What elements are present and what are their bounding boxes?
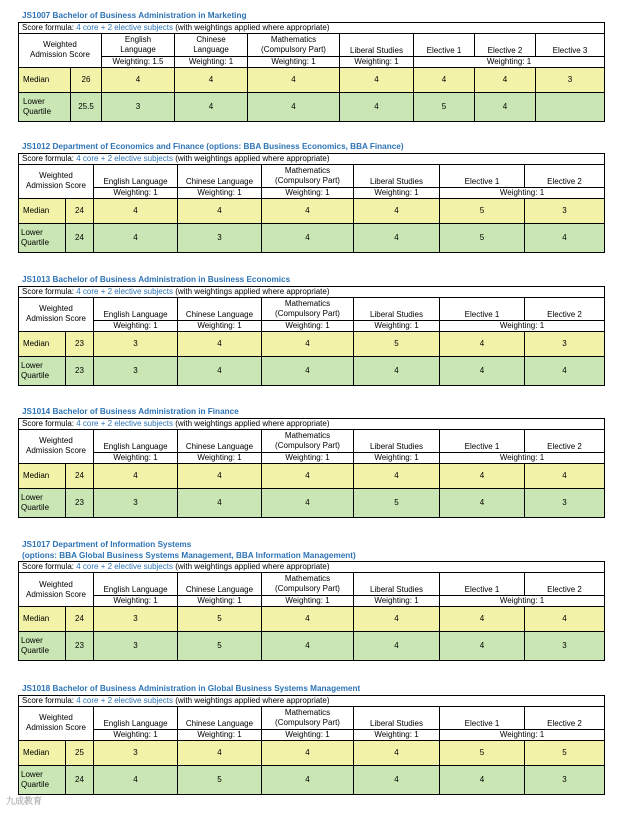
lower-score: 23: [66, 632, 94, 661]
lower-chinese: 5: [178, 765, 262, 794]
median-math: 4: [262, 740, 354, 765]
liberal-weighting: Weighting: 1: [354, 320, 440, 331]
watermark: 九成教育: [6, 796, 43, 806]
elective1-header: Elective 1: [414, 33, 475, 56]
chinese-header: Chinese Language: [175, 33, 248, 56]
median-chinese: 4: [178, 463, 262, 488]
elective-weighting: Weighting: 1: [440, 729, 605, 740]
score-table: [18, 418, 605, 518]
median-label: Median: [19, 67, 71, 92]
median-row: [19, 463, 605, 488]
english-header: English Language: [94, 297, 178, 320]
elective1-header: Elective 1: [440, 429, 525, 452]
weighting-row: [19, 320, 605, 331]
median-english: 4: [94, 463, 178, 488]
lower-english: 4: [94, 223, 178, 252]
elective3-header: Elective 3: [536, 33, 605, 56]
lower-score: 24: [66, 765, 94, 794]
english-weighting: Weighting: 1.5: [102, 56, 175, 67]
median-math: 4: [248, 67, 340, 92]
lower-quartile-row: [19, 632, 605, 661]
lower-elective3: [536, 92, 605, 121]
lower-elective2: 3: [525, 488, 605, 517]
weighted-admission-score-header: Weighted Admission Score: [19, 706, 94, 740]
elective1-header: Elective 1: [440, 706, 525, 729]
chinese-header: Chinese Language: [178, 573, 262, 596]
header-row: [19, 573, 605, 596]
english-header: English Language: [94, 573, 178, 596]
english-weighting: Weighting: 1: [94, 596, 178, 607]
median-score: 24: [66, 198, 94, 223]
median-score: 26: [71, 67, 102, 92]
lower-elective2: 3: [525, 765, 605, 794]
lower-math: 4: [248, 92, 340, 121]
chinese-header: Chinese Language: [178, 429, 262, 452]
program-title: JS1017 Department of Information Systems: [22, 540, 192, 549]
lower-quartile-row: [19, 488, 605, 517]
program-js1014: [0, 407, 620, 518]
weighting-row: [19, 452, 605, 463]
math-header: Mathematics (Compulsory Part): [262, 573, 354, 596]
score-table: [18, 153, 605, 253]
lower-chinese: 4: [178, 356, 262, 385]
math-weighting: Weighting: 1: [262, 729, 354, 740]
chinese-weighting: Weighting: 1: [178, 452, 262, 463]
lower-math: 4: [262, 356, 354, 385]
median-english: 3: [94, 740, 178, 765]
math-weighting: Weighting: 1: [262, 452, 354, 463]
lower-english: 3: [94, 488, 178, 517]
median-elective1: 4: [414, 67, 475, 92]
median-liberal: 5: [354, 331, 440, 356]
header-row: [19, 429, 605, 452]
lower-english: 3: [102, 92, 175, 121]
math-weighting: Weighting: 1: [262, 187, 354, 198]
elective2-header: Elective 2: [525, 706, 605, 729]
score-formula: Score formula: 4 core + 2 elective subjects (with weightings applied where appropriate): [19, 695, 605, 706]
math-header: Mathematics (Compulsory Part): [248, 33, 340, 56]
lower-elective1: 4: [440, 765, 525, 794]
median-row: [19, 331, 605, 356]
median-label: Median: [19, 463, 66, 488]
median-elective2: 3: [525, 331, 605, 356]
median-label: Median: [19, 607, 66, 632]
lower-quartile-label: Lower Quartile: [19, 223, 66, 252]
lower-chinese: 5: [178, 632, 262, 661]
lower-chinese: 3: [178, 223, 262, 252]
median-score: 25: [66, 740, 94, 765]
lower-quartile-row: [19, 92, 605, 121]
median-liberal: 4: [354, 607, 440, 632]
median-english: 3: [94, 607, 178, 632]
chinese-weighting: Weighting: 1: [178, 320, 262, 331]
median-math: 4: [262, 198, 354, 223]
score-table: [18, 22, 605, 122]
liberal-weighting: Weighting: 1: [340, 56, 414, 67]
program-title: JS1014 Bachelor of Business Administration in Finance: [22, 407, 239, 416]
lower-elective1: 4: [440, 488, 525, 517]
math-header: Mathematics (Compulsory Part): [262, 297, 354, 320]
english-weighting: Weighting: 1: [94, 452, 178, 463]
median-row: [19, 198, 605, 223]
lower-liberal: 4: [354, 632, 440, 661]
weighting-row: [19, 729, 605, 740]
lower-math: 4: [262, 632, 354, 661]
chinese-header: Chinese Language: [178, 706, 262, 729]
lower-liberal: 4: [354, 223, 440, 252]
header-row: [19, 164, 605, 187]
score-table: [18, 286, 605, 386]
lower-quartile-row: [19, 356, 605, 385]
liberal-header: Liberal Studies: [354, 164, 440, 187]
median-elective2: 5: [525, 740, 605, 765]
lower-quartile-label: Lower Quartile: [19, 356, 66, 385]
english-weighting: Weighting: 1: [94, 320, 178, 331]
lower-elective1: 5: [440, 223, 525, 252]
english-weighting: Weighting: 1: [94, 729, 178, 740]
lower-math: 4: [262, 765, 354, 794]
english-header: English Language: [94, 164, 178, 187]
median-score: 24: [66, 463, 94, 488]
median-elective2: 3: [525, 198, 605, 223]
median-elective2: 4: [525, 463, 605, 488]
score-formula: Score formula: 4 core + 2 elective subjects (with weightings applied where appropriate): [19, 22, 605, 33]
program-title: JS1012 Department of Economics and Finance (options: BBA Business Economics, BBA Finance): [22, 142, 404, 151]
liberal-weighting: Weighting: 1: [354, 187, 440, 198]
elective-weighting: Weighting: 1: [440, 596, 605, 607]
elective1-header: Elective 1: [440, 573, 525, 596]
median-math: 4: [262, 607, 354, 632]
lower-score: 23: [66, 488, 94, 517]
math-weighting: Weighting: 1: [248, 56, 340, 67]
median-chinese: 4: [175, 67, 248, 92]
median-chinese: 4: [178, 198, 262, 223]
liberal-header: Liberal Studies: [354, 297, 440, 320]
weighting-row: [19, 596, 605, 607]
median-liberal: 4: [354, 198, 440, 223]
median-score: 23: [66, 331, 94, 356]
weighted-admission-score-header: Weighted Admission Score: [19, 33, 102, 67]
median-label: Median: [19, 198, 66, 223]
lower-quartile-label: Lower Quartile: [19, 488, 66, 517]
header-row: [19, 706, 605, 729]
elective1-header: Elective 1: [440, 164, 525, 187]
median-row: [19, 740, 605, 765]
lower-english: 4: [94, 765, 178, 794]
median-chinese: 4: [178, 331, 262, 356]
lower-liberal: 4: [354, 765, 440, 794]
elective-weighting: Weighting: 1: [440, 320, 605, 331]
median-liberal: 4: [354, 740, 440, 765]
lower-elective1: 4: [440, 356, 525, 385]
elective1-header: Elective 1: [440, 297, 525, 320]
lower-quartile-row: [19, 223, 605, 252]
lower-score: 24: [66, 223, 94, 252]
median-math: 4: [262, 463, 354, 488]
lower-quartile-row: [19, 765, 605, 794]
lower-english: 3: [94, 356, 178, 385]
lower-elective2: 4: [525, 356, 605, 385]
program-title: JS1018 Bachelor of Business Administration in Global Business Systems Management: [22, 684, 361, 693]
chinese-header: Chinese Language: [178, 164, 262, 187]
liberal-weighting: Weighting: 1: [354, 596, 440, 607]
header-row: [19, 33, 605, 56]
program-js1013: [0, 275, 620, 386]
liberal-weighting: Weighting: 1: [354, 729, 440, 740]
median-elective1: 4: [440, 331, 525, 356]
lower-chinese: 4: [178, 488, 262, 517]
math-header: Mathematics (Compulsory Part): [262, 164, 354, 187]
median-elective2: 4: [475, 67, 536, 92]
lower-elective2: 3: [525, 632, 605, 661]
header-row: [19, 297, 605, 320]
median-math: 4: [262, 331, 354, 356]
lower-quartile-label: Lower Quartile: [19, 765, 66, 794]
program-js1018: [0, 684, 620, 795]
lower-liberal: 4: [340, 92, 414, 121]
median-chinese: 5: [178, 607, 262, 632]
program-title: JS1007 Bachelor of Business Administration in Marketing: [22, 11, 247, 20]
median-english: 4: [94, 198, 178, 223]
weighting-row: [19, 187, 605, 198]
program-js1007: [0, 11, 620, 122]
liberal-weighting: Weighting: 1: [354, 452, 440, 463]
median-elective3: 3: [536, 67, 605, 92]
weighted-admission-score-header: Weighted Admission Score: [19, 573, 94, 607]
score-table: [18, 695, 605, 795]
lower-liberal: 5: [354, 488, 440, 517]
score-table: [18, 561, 605, 661]
elective-weighting: Weighting: 1: [440, 187, 605, 198]
english-header: English Language: [102, 33, 175, 56]
elective-weighting: Weighting: 1: [414, 56, 605, 67]
median-liberal: 4: [354, 463, 440, 488]
english-header: English Language: [94, 706, 178, 729]
median-chinese: 4: [178, 740, 262, 765]
english-weighting: Weighting: 1: [94, 187, 178, 198]
lower-elective2: 4: [525, 223, 605, 252]
liberal-header: Liberal Studies: [354, 573, 440, 596]
lower-math: 4: [262, 488, 354, 517]
median-english: 3: [94, 331, 178, 356]
median-elective2: 4: [525, 607, 605, 632]
lower-quartile-label: Lower Quartile: [19, 92, 71, 121]
weighting-row: [19, 56, 605, 67]
lower-math: 4: [262, 223, 354, 252]
math-weighting: Weighting: 1: [262, 596, 354, 607]
weighted-admission-score-header: Weighted Admission Score: [19, 164, 94, 198]
elective2-header: Elective 2: [525, 297, 605, 320]
median-label: Median: [19, 740, 66, 765]
lower-english: 3: [94, 632, 178, 661]
median-row: [19, 607, 605, 632]
program-js1017: [0, 540, 620, 661]
chinese-header: Chinese Language: [178, 297, 262, 320]
median-row: [19, 67, 605, 92]
median-liberal: 4: [340, 67, 414, 92]
median-label: Median: [19, 331, 66, 356]
lower-quartile-label: Lower Quartile: [19, 632, 66, 661]
median-english: 4: [102, 67, 175, 92]
liberal-header: Liberal Studies: [354, 429, 440, 452]
median-score: 24: [66, 607, 94, 632]
program-title-options: (options: BBA Global Business Systems Management, BBA Information Management): [22, 550, 356, 560]
weighted-admission-score-header: Weighted Admission Score: [19, 297, 94, 331]
median-elective1: 5: [440, 740, 525, 765]
liberal-header: Liberal Studies: [340, 33, 414, 56]
lower-elective1: 4: [440, 632, 525, 661]
elective-weighting: Weighting: 1: [440, 452, 605, 463]
score-formula: Score formula: 4 core + 2 elective subjects (with weightings applied where appropriate): [19, 562, 605, 573]
lower-score: 23: [66, 356, 94, 385]
chinese-weighting: Weighting: 1: [178, 596, 262, 607]
median-elective1: 4: [440, 463, 525, 488]
elective2-header: Elective 2: [525, 429, 605, 452]
english-header: English Language: [94, 429, 178, 452]
lower-chinese: 4: [175, 92, 248, 121]
lower-score: 25.5: [71, 92, 102, 121]
lower-elective1: 5: [414, 92, 475, 121]
liberal-header: Liberal Studies: [354, 706, 440, 729]
math-header: Mathematics (Compulsory Part): [262, 429, 354, 452]
lower-elective2: 4: [475, 92, 536, 121]
formula-row: [19, 22, 605, 33]
chinese-weighting: Weighting: 1: [178, 187, 262, 198]
median-elective1: 4: [440, 607, 525, 632]
elective2-header: Elective 2: [525, 573, 605, 596]
median-elective1: 5: [440, 198, 525, 223]
lower-liberal: 4: [354, 356, 440, 385]
chinese-weighting: Weighting: 1: [178, 729, 262, 740]
elective2-header: Elective 2: [475, 33, 536, 56]
elective2-header: Elective 2: [525, 164, 605, 187]
math-header: Mathematics (Compulsory Part): [262, 706, 354, 729]
program-js1012: [0, 142, 620, 253]
score-formula: Score formula: 4 core + 2 elective subjects (with weightings applied where appropriate): [19, 286, 605, 297]
math-weighting: Weighting: 1: [262, 320, 354, 331]
score-formula: Score formula: 4 core + 2 elective subjects (with weightings applied where appropriate): [19, 153, 605, 164]
program-title: JS1013 Bachelor of Business Administration in Business Economics: [22, 275, 291, 284]
score-formula: Score formula: 4 core + 2 elective subjects (with weightings applied where appropriate): [19, 418, 605, 429]
chinese-weighting: Weighting: 1: [175, 56, 248, 67]
weighted-admission-score-header: Weighted Admission Score: [19, 429, 94, 463]
